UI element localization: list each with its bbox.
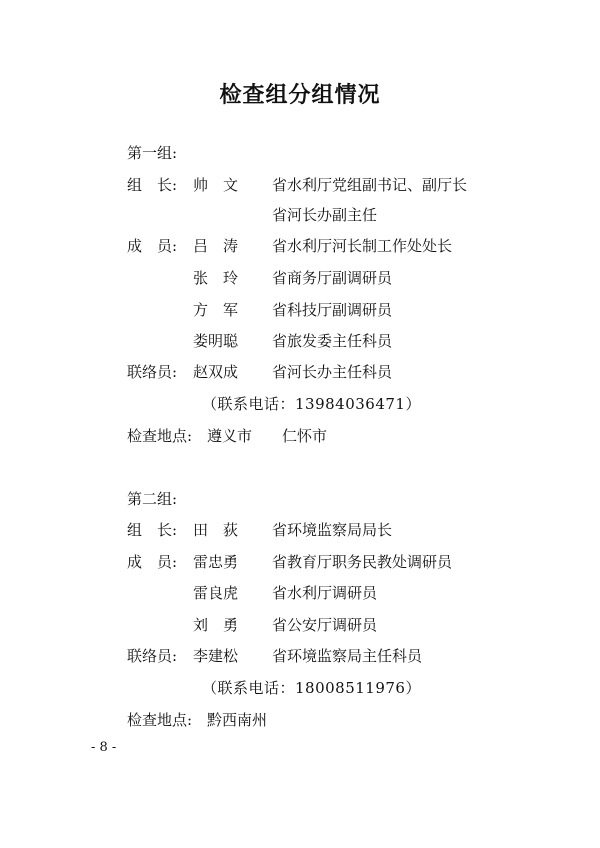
- member-name: 张 玲: [193, 269, 239, 287]
- group1-member-row: [0, 268, 600, 288]
- liaison-name: 李建松: [193, 647, 239, 665]
- group1-liaison-row: [0, 362, 600, 382]
- member-title: 省水利厅调研员: [272, 584, 378, 602]
- member-title: 省教育厅职务民教处调研员: [272, 553, 453, 571]
- liaison-title: 省环境监察局主任科员: [272, 647, 423, 665]
- group1-member-row: [0, 300, 600, 320]
- member-name: 娄明聪: [193, 332, 239, 350]
- page-title: 检查组分组情况: [219, 82, 381, 108]
- leader-label: 组 长:: [127, 521, 178, 539]
- group2-member-row: [0, 583, 600, 603]
- group1-member-row: [0, 331, 600, 351]
- location-label: 检查地点:: [127, 427, 193, 445]
- leader-title: 省环境监察局局长: [272, 521, 393, 539]
- group2-liaison-row: [0, 646, 600, 666]
- group2-phone: （联系电话：18008511976）: [202, 679, 421, 697]
- group1-location-row: [0, 426, 600, 446]
- group2-heading: 第二组:: [127, 490, 178, 508]
- group2-location-row: [0, 710, 600, 730]
- location-value: 遵义市 仁怀市: [207, 427, 328, 445]
- liaison-name: 赵双成: [193, 363, 239, 381]
- member-name: 方 军: [193, 301, 239, 319]
- member-title: 省旅发委主任科员: [272, 332, 393, 350]
- group2-member-row: [0, 615, 600, 635]
- leader-name: 帅 文: [193, 176, 239, 194]
- member-title: 省科技厅副调研员: [272, 301, 393, 319]
- group2-member-row: [0, 552, 600, 572]
- liaison-label: 联络员:: [127, 647, 178, 665]
- group2-leader-row: [0, 520, 600, 540]
- group1-leader-row-2: [0, 205, 600, 225]
- member-name: 刘 勇: [193, 616, 239, 634]
- member-title: 省水利厅河长制工作处处长: [272, 237, 453, 255]
- group1-member-row: [0, 236, 600, 256]
- member-name: 吕 涛: [193, 237, 239, 255]
- group1-heading: 第一组:: [127, 144, 178, 162]
- member-title: 省公安厅调研员: [272, 616, 378, 634]
- page-number: - 8 -: [91, 740, 117, 755]
- leader-title: 省水利厅党组副书记、副厅长: [272, 176, 468, 194]
- group1-leader-row: [0, 175, 600, 195]
- liaison-label: 联络员:: [127, 363, 178, 381]
- location-value: 黔西南州: [207, 711, 268, 729]
- leader-label: 组 长:: [127, 176, 178, 194]
- leader-name: 田 荻: [193, 521, 239, 539]
- members-label: 成 员:: [127, 553, 178, 571]
- group1-phone: （联系电话：13984036471）: [202, 395, 421, 413]
- liaison-title: 省河长办主任科员: [272, 363, 393, 381]
- member-title: 省商务厅副调研员: [272, 269, 393, 287]
- location-label: 检查地点:: [127, 711, 193, 729]
- member-name: 雷良虎: [193, 584, 239, 602]
- member-name: 雷忠勇: [193, 553, 239, 571]
- members-label: 成 员:: [127, 237, 178, 255]
- leader-title-2: 省河长办副主任: [272, 206, 378, 224]
